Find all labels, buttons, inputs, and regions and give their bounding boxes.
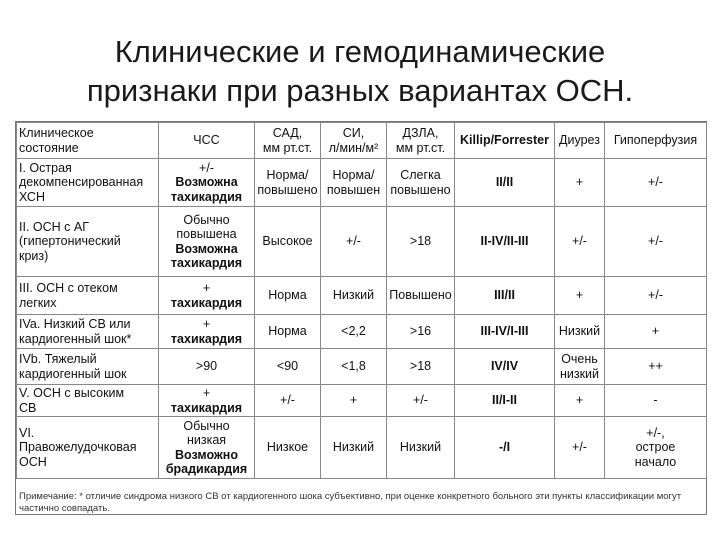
sad-cell	[255, 207, 321, 277]
cell-line: +/-	[199, 160, 214, 175]
table-row	[17, 207, 707, 277]
diuresis-cell	[555, 417, 605, 479]
cell-line: +	[202, 281, 211, 295]
dzla-cell	[387, 277, 455, 315]
column-header	[17, 123, 159, 159]
cell-line: брадикардия	[165, 462, 248, 476]
cell-line: +	[202, 317, 211, 331]
slide-title-line-2: признаки при разных вариантах ОСН.	[86, 73, 634, 108]
diuresis-cell	[555, 349, 605, 385]
cell-line: +	[349, 393, 358, 408]
cell-line: (гипертонический	[19, 234, 121, 249]
table-row	[17, 315, 707, 349]
si-cell	[321, 315, 387, 349]
cell-line: +/-	[648, 175, 663, 190]
hr-cell	[159, 159, 255, 207]
diuresis-cell	[555, 315, 605, 349]
hr-cell	[159, 385, 255, 417]
cell-line: -	[653, 393, 658, 408]
table-row	[17, 159, 707, 207]
condition-cell	[17, 417, 159, 479]
cell-line: ОСН	[19, 454, 47, 469]
cell-line: ХСН	[19, 189, 45, 204]
hypoperfusion-cell	[605, 207, 707, 277]
dzla-cell	[387, 385, 455, 417]
cell-line: IVa. Низкий СВ или	[19, 317, 131, 331]
cell-line: СВ	[19, 400, 37, 415]
cell-line: Слегка	[400, 168, 441, 182]
cell-line: СИ,	[342, 126, 365, 140]
cell-line: Низкий	[399, 440, 442, 455]
cell-line: тахикардия	[170, 189, 243, 204]
hypoperfusion-cell	[605, 349, 707, 385]
cell-line: Низкий	[332, 440, 375, 455]
diuresis-cell	[555, 207, 605, 277]
cell-line: >90	[195, 359, 218, 374]
osn-grid	[16, 122, 707, 479]
cell-line: +/-	[413, 393, 428, 408]
cell-line: Клиническое	[19, 126, 94, 140]
cell-line: кардиогенный шок	[19, 366, 127, 381]
cell-line: криз)	[19, 248, 49, 263]
dzla-cell	[387, 349, 455, 385]
cell-line: Норма/	[266, 168, 309, 182]
killip-cell	[455, 385, 555, 417]
column-header	[555, 123, 605, 159]
cell-line: III. ОСН с отеком	[19, 281, 118, 295]
si-cell	[321, 207, 387, 277]
diuresis-cell	[555, 277, 605, 315]
si-cell	[321, 349, 387, 385]
cell-line: Возможно	[174, 447, 238, 462]
cell-line: Высокое	[262, 234, 313, 249]
cell-line: ЧСС	[193, 133, 220, 148]
cell-line: тахикардия	[170, 331, 243, 346]
cell-line: V. ОСН с высоким	[19, 386, 125, 400]
cell-line: мм рт.ст.	[395, 140, 446, 155]
cell-line: +/-	[572, 234, 587, 249]
column-header	[255, 123, 321, 159]
condition-cell	[17, 277, 159, 315]
cell-line: легких	[19, 295, 57, 310]
cell-line: Норма	[268, 324, 307, 339]
cell-line: л/мин/м²	[328, 140, 379, 155]
cell-line: Низкий	[558, 324, 601, 339]
condition-cell	[17, 207, 159, 277]
cell-line: +	[202, 386, 211, 400]
cell-line: Очень	[561, 352, 598, 366]
killip-cell	[455, 315, 555, 349]
killip-cell	[455, 417, 555, 479]
cell-line: Диурез	[559, 133, 600, 148]
dzla-cell	[387, 417, 455, 479]
column-header	[159, 123, 255, 159]
cell-line: повышена	[176, 227, 237, 241]
cell-line: Гипоперфузия	[613, 133, 698, 148]
killip-cell	[455, 277, 555, 315]
cell-line: <90	[276, 359, 299, 374]
cell-line: Норма/	[332, 168, 375, 182]
cell-line: состояние	[19, 140, 79, 155]
dzla-cell	[387, 159, 455, 207]
cell-line: +	[651, 324, 660, 339]
cell-line: САД,	[272, 126, 303, 140]
cell-line: +/-	[280, 393, 295, 408]
dzla-cell	[387, 207, 455, 277]
cell-line: повышено	[390, 182, 451, 197]
table-row	[17, 417, 707, 479]
cell-line: IVb. Тяжелый	[19, 352, 97, 366]
sad-cell	[255, 349, 321, 385]
cell-line: Повышено	[389, 288, 452, 303]
cell-line: III/II	[494, 288, 515, 303]
hypoperfusion-cell	[605, 159, 707, 207]
table-header-row	[17, 123, 707, 159]
cell-line: низкий	[559, 366, 600, 381]
cell-line: Правожелудочковая	[19, 440, 137, 455]
cell-line: <1,8	[341, 359, 366, 374]
cell-line: повышено	[257, 182, 318, 197]
column-header	[387, 123, 455, 159]
cell-line: Низкий	[332, 288, 375, 303]
cell-line: I. Острая	[19, 160, 72, 175]
condition-cell	[17, 159, 159, 207]
hr-cell	[159, 417, 255, 479]
killip-cell	[455, 207, 555, 277]
cell-line: повышен	[326, 182, 381, 197]
cell-line: +/-	[648, 288, 663, 303]
cell-line: тахикардия	[170, 400, 243, 415]
table-row	[17, 349, 707, 385]
slide-title-line-1: Клинические и гемодинамические	[114, 34, 606, 69]
cell-line: острое	[635, 440, 676, 455]
hypoperfusion-cell	[605, 277, 707, 315]
cell-line: II/I-II	[492, 393, 517, 408]
column-header	[321, 123, 387, 159]
cell-line: Возможна	[175, 241, 238, 256]
osn-table	[15, 121, 707, 515]
condition-cell	[17, 385, 159, 417]
cell-line: II-IV/II-III	[480, 234, 529, 249]
si-cell	[321, 417, 387, 479]
cell-line: Обычно	[183, 418, 230, 433]
cell-line: начало	[634, 454, 677, 469]
sad-cell	[255, 159, 321, 207]
cell-line: Низкое	[266, 440, 309, 455]
hr-cell	[159, 315, 255, 349]
cell-line: +	[575, 393, 584, 408]
cell-line: Killip/Forrester	[460, 133, 549, 148]
diuresis-cell	[555, 159, 605, 207]
si-cell	[321, 385, 387, 417]
cell-line: Обычно	[183, 212, 230, 227]
cell-line: декомпенсированная	[19, 175, 144, 190]
cell-line: ++	[648, 359, 663, 374]
si-cell	[321, 159, 387, 207]
cell-line: Возможна	[175, 175, 238, 190]
cell-line: -/I	[498, 440, 511, 455]
hypoperfusion-cell	[605, 385, 707, 417]
killip-cell	[455, 349, 555, 385]
cell-line: VI.	[19, 425, 35, 440]
sad-cell	[255, 417, 321, 479]
sad-cell	[255, 315, 321, 349]
sad-cell	[255, 277, 321, 315]
cell-line: кардиогенный шок*	[19, 331, 132, 346]
condition-cell	[17, 349, 159, 385]
hr-cell	[159, 277, 255, 315]
cell-line: >18	[409, 234, 432, 249]
column-header	[455, 123, 555, 159]
cell-line: +/-	[572, 440, 587, 455]
cell-line: +/-,	[646, 425, 665, 440]
condition-cell	[17, 315, 159, 349]
cell-line: >16	[409, 324, 432, 339]
cell-line: Норма	[268, 288, 307, 303]
cell-line: IV/IV	[490, 359, 519, 374]
cell-line: >18	[409, 359, 432, 374]
cell-line: II. ОСН с АГ	[19, 219, 89, 234]
cell-line: мм рт.ст.	[262, 140, 313, 155]
cell-line: тахикардия	[170, 295, 243, 310]
table-row	[17, 385, 707, 417]
cell-line: низкая	[186, 433, 227, 447]
table-footnote: Примечание: * отличие синдрома низкого СВ от кардиогенного шока субъективно, при оценке конкретного больного эти пункты классификации могут частично совпадать.	[19, 491, 682, 514]
cell-line: III-IV/I-III	[480, 324, 529, 339]
hr-cell	[159, 207, 255, 277]
sad-cell	[255, 385, 321, 417]
cell-line: ДЗЛА,	[402, 126, 439, 140]
cell-line: +	[575, 288, 584, 303]
si-cell	[321, 277, 387, 315]
cell-line: II/II	[495, 175, 514, 190]
diuresis-cell	[555, 385, 605, 417]
cell-line: +	[575, 175, 584, 190]
cell-line: +/-	[648, 234, 663, 249]
killip-cell	[455, 159, 555, 207]
dzla-cell	[387, 315, 455, 349]
cell-line: +/-	[346, 234, 361, 249]
hr-cell	[159, 349, 255, 385]
table-row	[17, 277, 707, 315]
slide-title	[0, 32, 720, 110]
hypoperfusion-cell	[605, 315, 707, 349]
column-header	[605, 123, 707, 159]
cell-line: <2,2	[341, 324, 366, 339]
cell-line: тахикардия	[170, 256, 243, 270]
hypoperfusion-cell	[605, 417, 707, 479]
